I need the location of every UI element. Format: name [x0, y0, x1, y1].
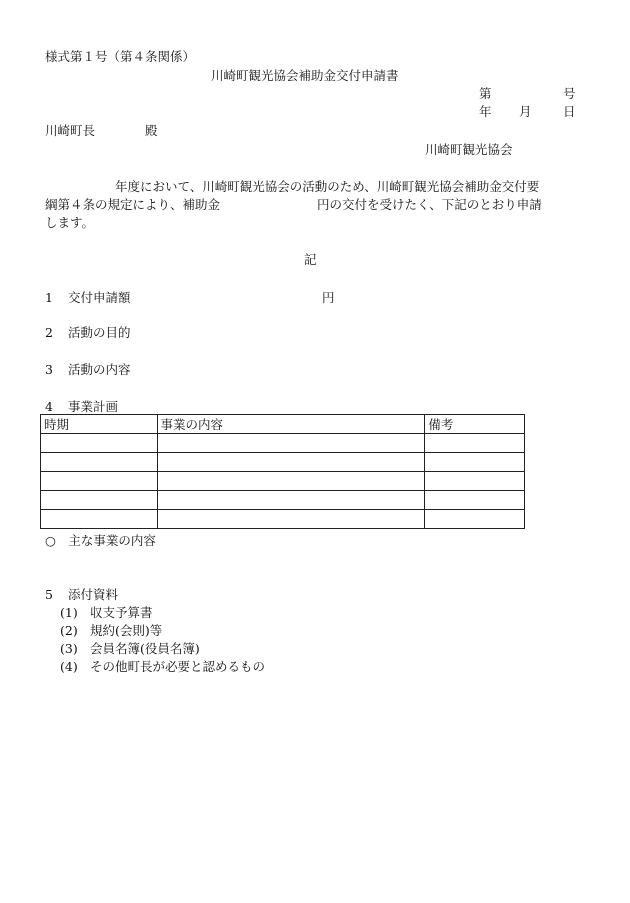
document-title: 川崎町観光協会補助金交付申請書: [211, 68, 399, 83]
table-row: [41, 434, 525, 453]
table-row: [41, 472, 525, 491]
doc-number-dai: 第: [479, 86, 492, 101]
attachment-3-text: 会員名簿(役員名簿): [90, 641, 200, 656]
ki-heading: 記: [304, 252, 317, 267]
attachment-4-number: (4): [60, 659, 78, 674]
main-content-label: ○ 主な事業の内容: [45, 533, 156, 548]
table-cell[interactable]: [41, 510, 158, 529]
item-3-label: 活動の内容: [68, 362, 131, 377]
item-3-number: 3: [45, 362, 53, 377]
doc-number-go: 号: [563, 86, 576, 101]
item-5-number: 5: [45, 587, 53, 602]
item-1-unit: 円: [322, 290, 335, 305]
item-4-label: 事業計画: [68, 399, 119, 414]
applicant-name: 川崎町観光協会: [425, 142, 513, 157]
table-cell[interactable]: [157, 434, 425, 453]
item-2-label: 活動の目的: [68, 325, 131, 340]
attachment-2-number: (2): [60, 623, 78, 638]
form-number: 様式第１号（第４条関係）: [45, 49, 196, 64]
date-year: 年: [479, 104, 492, 119]
table-row: [41, 510, 525, 529]
item-5-label: 添付資料: [68, 587, 119, 602]
body-line-3: します。: [45, 215, 95, 230]
table-cell[interactable]: [157, 453, 425, 472]
table-header-cell: 時期: [41, 415, 158, 434]
table-cell[interactable]: [157, 510, 425, 529]
table-header-cell: 備考: [425, 415, 525, 434]
item-4-number: 4: [45, 399, 53, 414]
table-header-cell: 事業の内容: [157, 415, 425, 434]
attachment-2-text: 規約(会則)等: [90, 623, 163, 638]
item-1-number: 1: [45, 290, 53, 305]
table-cell[interactable]: [425, 453, 525, 472]
attachment-3-number: (3): [60, 641, 78, 656]
table-cell[interactable]: [425, 434, 525, 453]
table-cell[interactable]: [41, 472, 158, 491]
attachment-4-text: その他町長が必要と認めるもの: [90, 659, 266, 674]
table-cell[interactable]: [425, 472, 525, 491]
table-row: [41, 453, 525, 472]
body-line-1: 年度において、川崎町観光協会の活動のため、川崎町観光協会補助金交付要: [115, 179, 540, 194]
item-1-label: 交付申請額: [68, 290, 131, 305]
attachment-1-number: (1): [60, 605, 78, 620]
addressee-name: 川崎町長: [45, 123, 96, 138]
business-plan-table: [40, 414, 525, 529]
addressee-honorific: 殿: [145, 123, 158, 138]
body-line-2a: 綱第４条の規定により、補助金: [45, 197, 221, 212]
item-2-number: 2: [45, 325, 53, 340]
table-header-row: [41, 415, 525, 434]
table-cell[interactable]: [41, 434, 158, 453]
date-day: 日: [563, 104, 576, 119]
table-cell[interactable]: [41, 453, 158, 472]
table-cell[interactable]: [157, 491, 425, 510]
table-cell[interactable]: [157, 472, 425, 491]
table-cell[interactable]: [425, 491, 525, 510]
table-cell[interactable]: [41, 491, 158, 510]
table-cell[interactable]: [425, 510, 525, 529]
table-row: [41, 491, 525, 510]
date-month: 月: [519, 104, 532, 119]
body-line-2b: 円の交付を受けたく、下記のとおり申請: [317, 197, 542, 212]
attachment-1-text: 収支予算書: [90, 605, 153, 620]
